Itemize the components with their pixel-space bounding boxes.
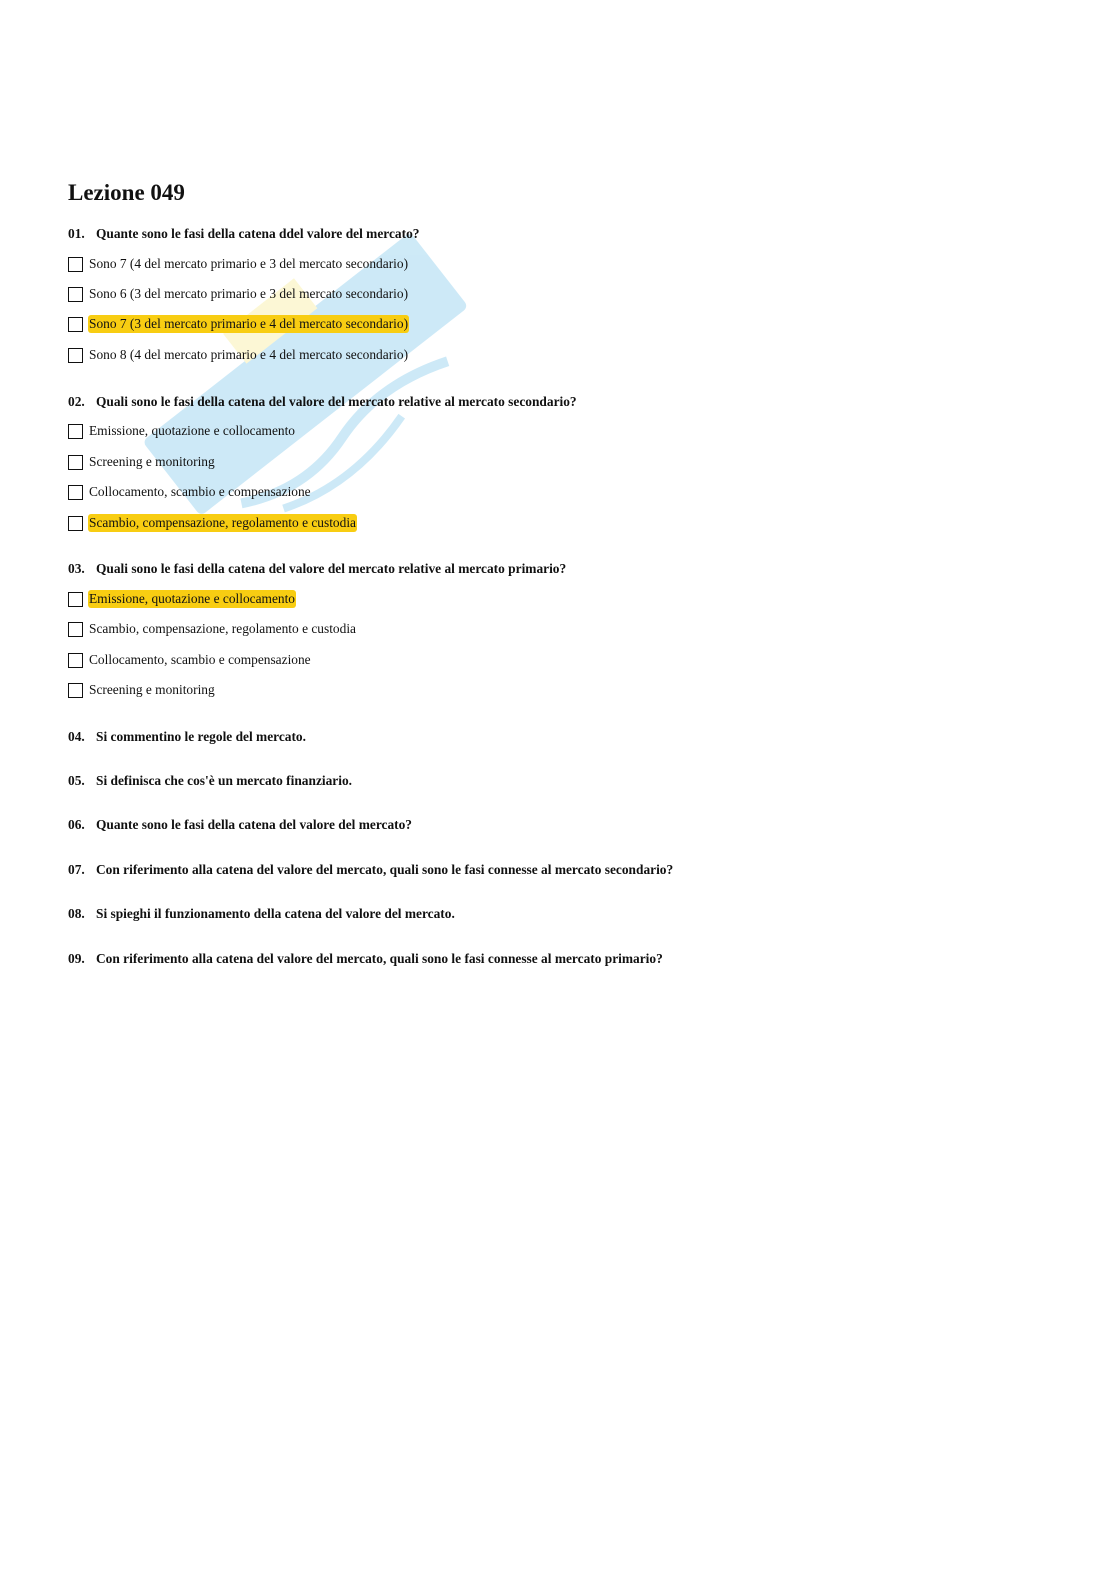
checkbox[interactable] (68, 317, 83, 332)
question-number: 07. (68, 862, 85, 877)
option-label: Emissione, quotazione e collocamento (89, 423, 296, 438)
answer-option[interactable] (68, 651, 312, 669)
checkbox[interactable] (68, 516, 83, 531)
question-number: 06. (68, 817, 85, 832)
answer-option[interactable] (68, 285, 409, 303)
checkbox[interactable] (68, 257, 83, 272)
option-label: Screening e monitoring (89, 682, 215, 697)
question-02 (68, 393, 577, 411)
answer-option[interactable] (68, 422, 296, 440)
question-number: 08. (68, 906, 85, 921)
watermark-logo (120, 195, 500, 565)
answer-option[interactable] (68, 483, 312, 501)
question-text: Si spieghi il funzionamento della catena del valore del mercato. (96, 906, 455, 921)
option-label-highlighted: Scambio, compensazione, regolamento e custodia (89, 515, 356, 530)
lesson-title: Lezione 049 (68, 180, 185, 205)
option-label-highlighted: Emissione, quotazione e collocamento (89, 591, 296, 606)
question-08 (68, 905, 455, 923)
checkbox[interactable] (68, 622, 83, 637)
checkbox[interactable] (68, 485, 83, 500)
checkbox[interactable] (68, 592, 83, 607)
option-label: Screening e monitoring (89, 454, 215, 469)
option-label-highlighted: Sono 7 (3 del mercato primario e 4 del mercato secondario) (89, 316, 409, 331)
answer-option-correct[interactable] (68, 590, 296, 608)
question-number: 01. (68, 226, 85, 241)
answer-option[interactable] (68, 620, 357, 638)
option-label: Sono 6 (3 del mercato primario e 3 del mercato secondario) (89, 286, 409, 301)
checkbox[interactable] (68, 455, 83, 470)
question-text: Quali sono le fasi della catena del valore del mercato relative al mercato primario? (96, 561, 567, 576)
question-text: Quante sono le fasi della catena del valore del mercato? (96, 817, 413, 832)
answer-option[interactable] (68, 346, 409, 364)
option-label: Collocamento, scambio e compensazione (89, 652, 311, 667)
question-04 (68, 728, 306, 746)
answer-option-correct[interactable] (68, 514, 357, 532)
question-01 (68, 225, 419, 243)
question-number: 03. (68, 561, 85, 576)
checkbox[interactable] (68, 287, 83, 302)
question-text: Quante sono le fasi della catena ddel valore del mercato? (96, 226, 420, 241)
option-label: Scambio, compensazione, regolamento e custodia (89, 621, 356, 636)
question-number: 04. (68, 729, 85, 744)
question-number: 02. (68, 394, 85, 409)
question-text: Con riferimento alla catena del valore del mercato, quali sono le fasi connesse al mercato secondario? (96, 862, 674, 877)
checkbox[interactable] (68, 348, 83, 363)
answer-option[interactable] (68, 681, 216, 699)
question-text: Si definisca che cos'è un mercato finanziario. (96, 773, 353, 788)
answer-option[interactable] (68, 255, 409, 273)
question-03 (68, 560, 566, 578)
question-text: Quali sono le fasi della catena del valore del mercato relative al mercato secondario? (96, 394, 577, 409)
option-label: Sono 7 (4 del mercato primario e 3 del mercato secondario) (89, 256, 409, 271)
checkbox[interactable] (68, 653, 83, 668)
question-09 (68, 950, 663, 968)
checkbox[interactable] (68, 683, 83, 698)
answer-option-correct[interactable] (68, 315, 409, 333)
checkbox[interactable] (68, 424, 83, 439)
question-05 (68, 772, 352, 790)
question-number: 05. (68, 773, 85, 788)
question-06 (68, 816, 412, 834)
answer-option[interactable] (68, 453, 216, 471)
question-07 (68, 861, 673, 879)
option-label: Collocamento, scambio e compensazione (89, 484, 311, 499)
question-text: Si commentino le regole del mercato. (96, 729, 306, 744)
question-text: Con riferimento alla catena del valore del mercato, quali sono le fasi connesse al mercato primario? (96, 951, 663, 966)
option-label: Sono 8 (4 del mercato primario e 4 del mercato secondario) (89, 347, 409, 362)
question-number: 09. (68, 951, 85, 966)
